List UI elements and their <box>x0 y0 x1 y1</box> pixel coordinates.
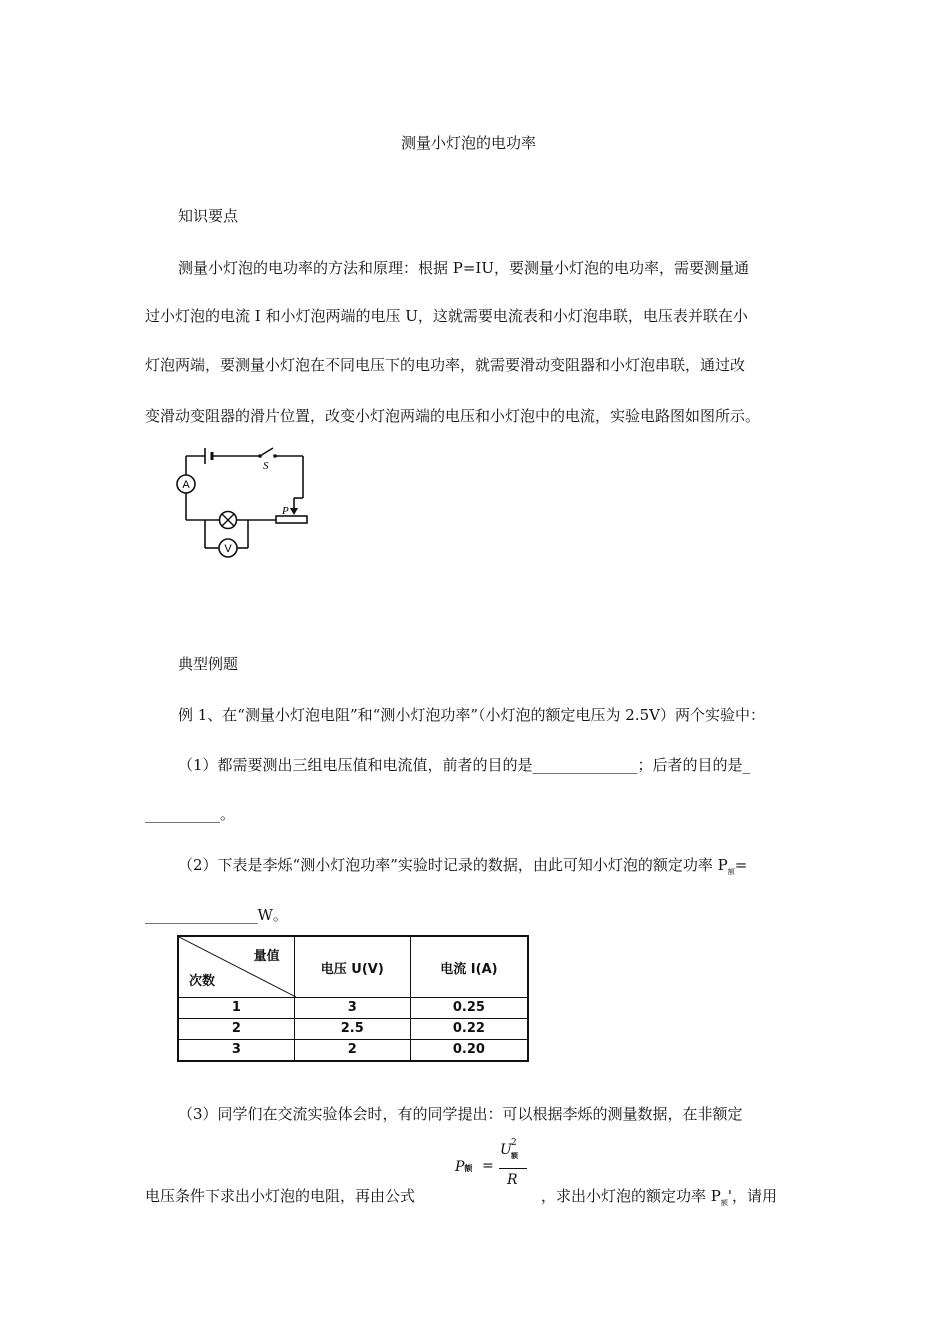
section-heading-examples: 典型例题 <box>178 655 239 673</box>
cell-trial: 3 <box>178 1039 294 1061</box>
voltmeter-label: V <box>224 543 232 555</box>
voltmeter-icon <box>219 539 237 557</box>
section-heading-key-points: 知识要点 <box>178 207 239 225</box>
lamp-icon <box>220 512 237 529</box>
formula-num-sub: 额 <box>511 1151 518 1160</box>
cell-current: 0.25 <box>410 998 528 1019</box>
formula-lhs: P <box>455 1159 465 1175</box>
question-1-line: __________。 <box>145 805 236 823</box>
page-title: 测量小灯泡的电功率 <box>401 134 537 152</box>
data-table <box>177 935 529 1062</box>
switch-label: S <box>263 460 269 472</box>
question-1-line: （1）都需要测出三组电压值和电流值，前者的目的是______________；后者的目的是_ <box>178 756 751 774</box>
question-3-line: 电压条件下求出小灯泡的电阻，再由公式 <box>145 1187 416 1205</box>
question-3-text: ，求出小灯泡的额定功率 P <box>541 1187 721 1205</box>
paragraph-line: 灯泡两端，要测量小灯泡在不同电压下的电功率，就需要滑动变阻器和小灯泡串联，通过改 <box>145 356 746 374</box>
example-heading: 例 1、在“测量小灯泡电阻”和“测小灯泡功率”（小灯泡的额定电压为 2.5V）两个实验中： <box>178 706 765 724</box>
table-row <box>178 1018 528 1039</box>
formula-lhs-sub: 额 <box>464 1163 473 1173</box>
question-2-text: （2）下表是李烁“测小灯泡功率”实验时记录的数据，由此可知小灯泡的额定功率 P <box>178 856 728 874</box>
paragraph-line: 测量小灯泡的电功率的方法和原理：根据 P=IU，要测量小灯泡的电功率，需要测量通 <box>178 259 749 277</box>
header-quantity: 量值 <box>253 949 280 964</box>
slider-label: P <box>282 505 289 517</box>
cell-trial: 2 <box>178 1018 294 1039</box>
circuit-diagram <box>172 442 312 560</box>
fraction-bar <box>499 1168 527 1169</box>
cell-trial: 1 <box>178 998 294 1019</box>
paragraph-line: 过小灯泡的电流 I 和小灯泡两端的电压 U，这就需要电流表和小灯泡串联，电压表并联在小 <box>145 307 748 325</box>
switch-icon <box>258 448 277 458</box>
question-3-line-end <box>541 1185 777 1208</box>
formula-numerator <box>500 1138 518 1160</box>
question-3-tail: '，请用 <box>727 1187 777 1205</box>
cell-current: 0.22 <box>410 1018 528 1039</box>
ammeter-icon <box>177 475 195 493</box>
table-header-row <box>178 936 528 998</box>
header-current: 电流 I(A) <box>410 936 528 998</box>
cell-voltage: 2.5 <box>294 1018 410 1039</box>
diagonal-header-cell <box>178 936 294 998</box>
header-voltage: 电压 U(V) <box>294 936 410 998</box>
formula-num-sup: 2 <box>511 1138 517 1148</box>
paragraph-line: 变滑动变阻器的滑片位置，改变小灯泡两端的电压和小灯泡中的电流，实验电路图如图所示。 <box>145 407 761 425</box>
rheostat-icon <box>276 508 307 523</box>
formula-num-var: U <box>500 1142 512 1158</box>
header-trial: 次数 <box>189 974 216 989</box>
power-formula: P额 = U 2 额 R <box>455 1140 535 1194</box>
formula-denominator: R <box>507 1172 518 1188</box>
question-3-line: （3）同学们在交流实验体会时，有的同学提出：可以根据李烁的测量数据，在非额定 <box>178 1105 743 1123</box>
subscript: 额 <box>720 1199 728 1207</box>
table-row <box>178 998 528 1019</box>
battery-icon <box>205 448 212 464</box>
question-2-answer-line: _______________W。 <box>145 906 288 924</box>
cell-voltage: 3 <box>294 998 410 1019</box>
cell-current: 0.20 <box>410 1039 528 1061</box>
subscript: 额 <box>727 868 735 876</box>
question-2-line <box>178 854 747 877</box>
ammeter-label: A <box>182 479 190 491</box>
table-row <box>178 1039 528 1061</box>
cell-voltage: 2 <box>294 1039 410 1061</box>
equals-sign: = <box>734 856 748 874</box>
